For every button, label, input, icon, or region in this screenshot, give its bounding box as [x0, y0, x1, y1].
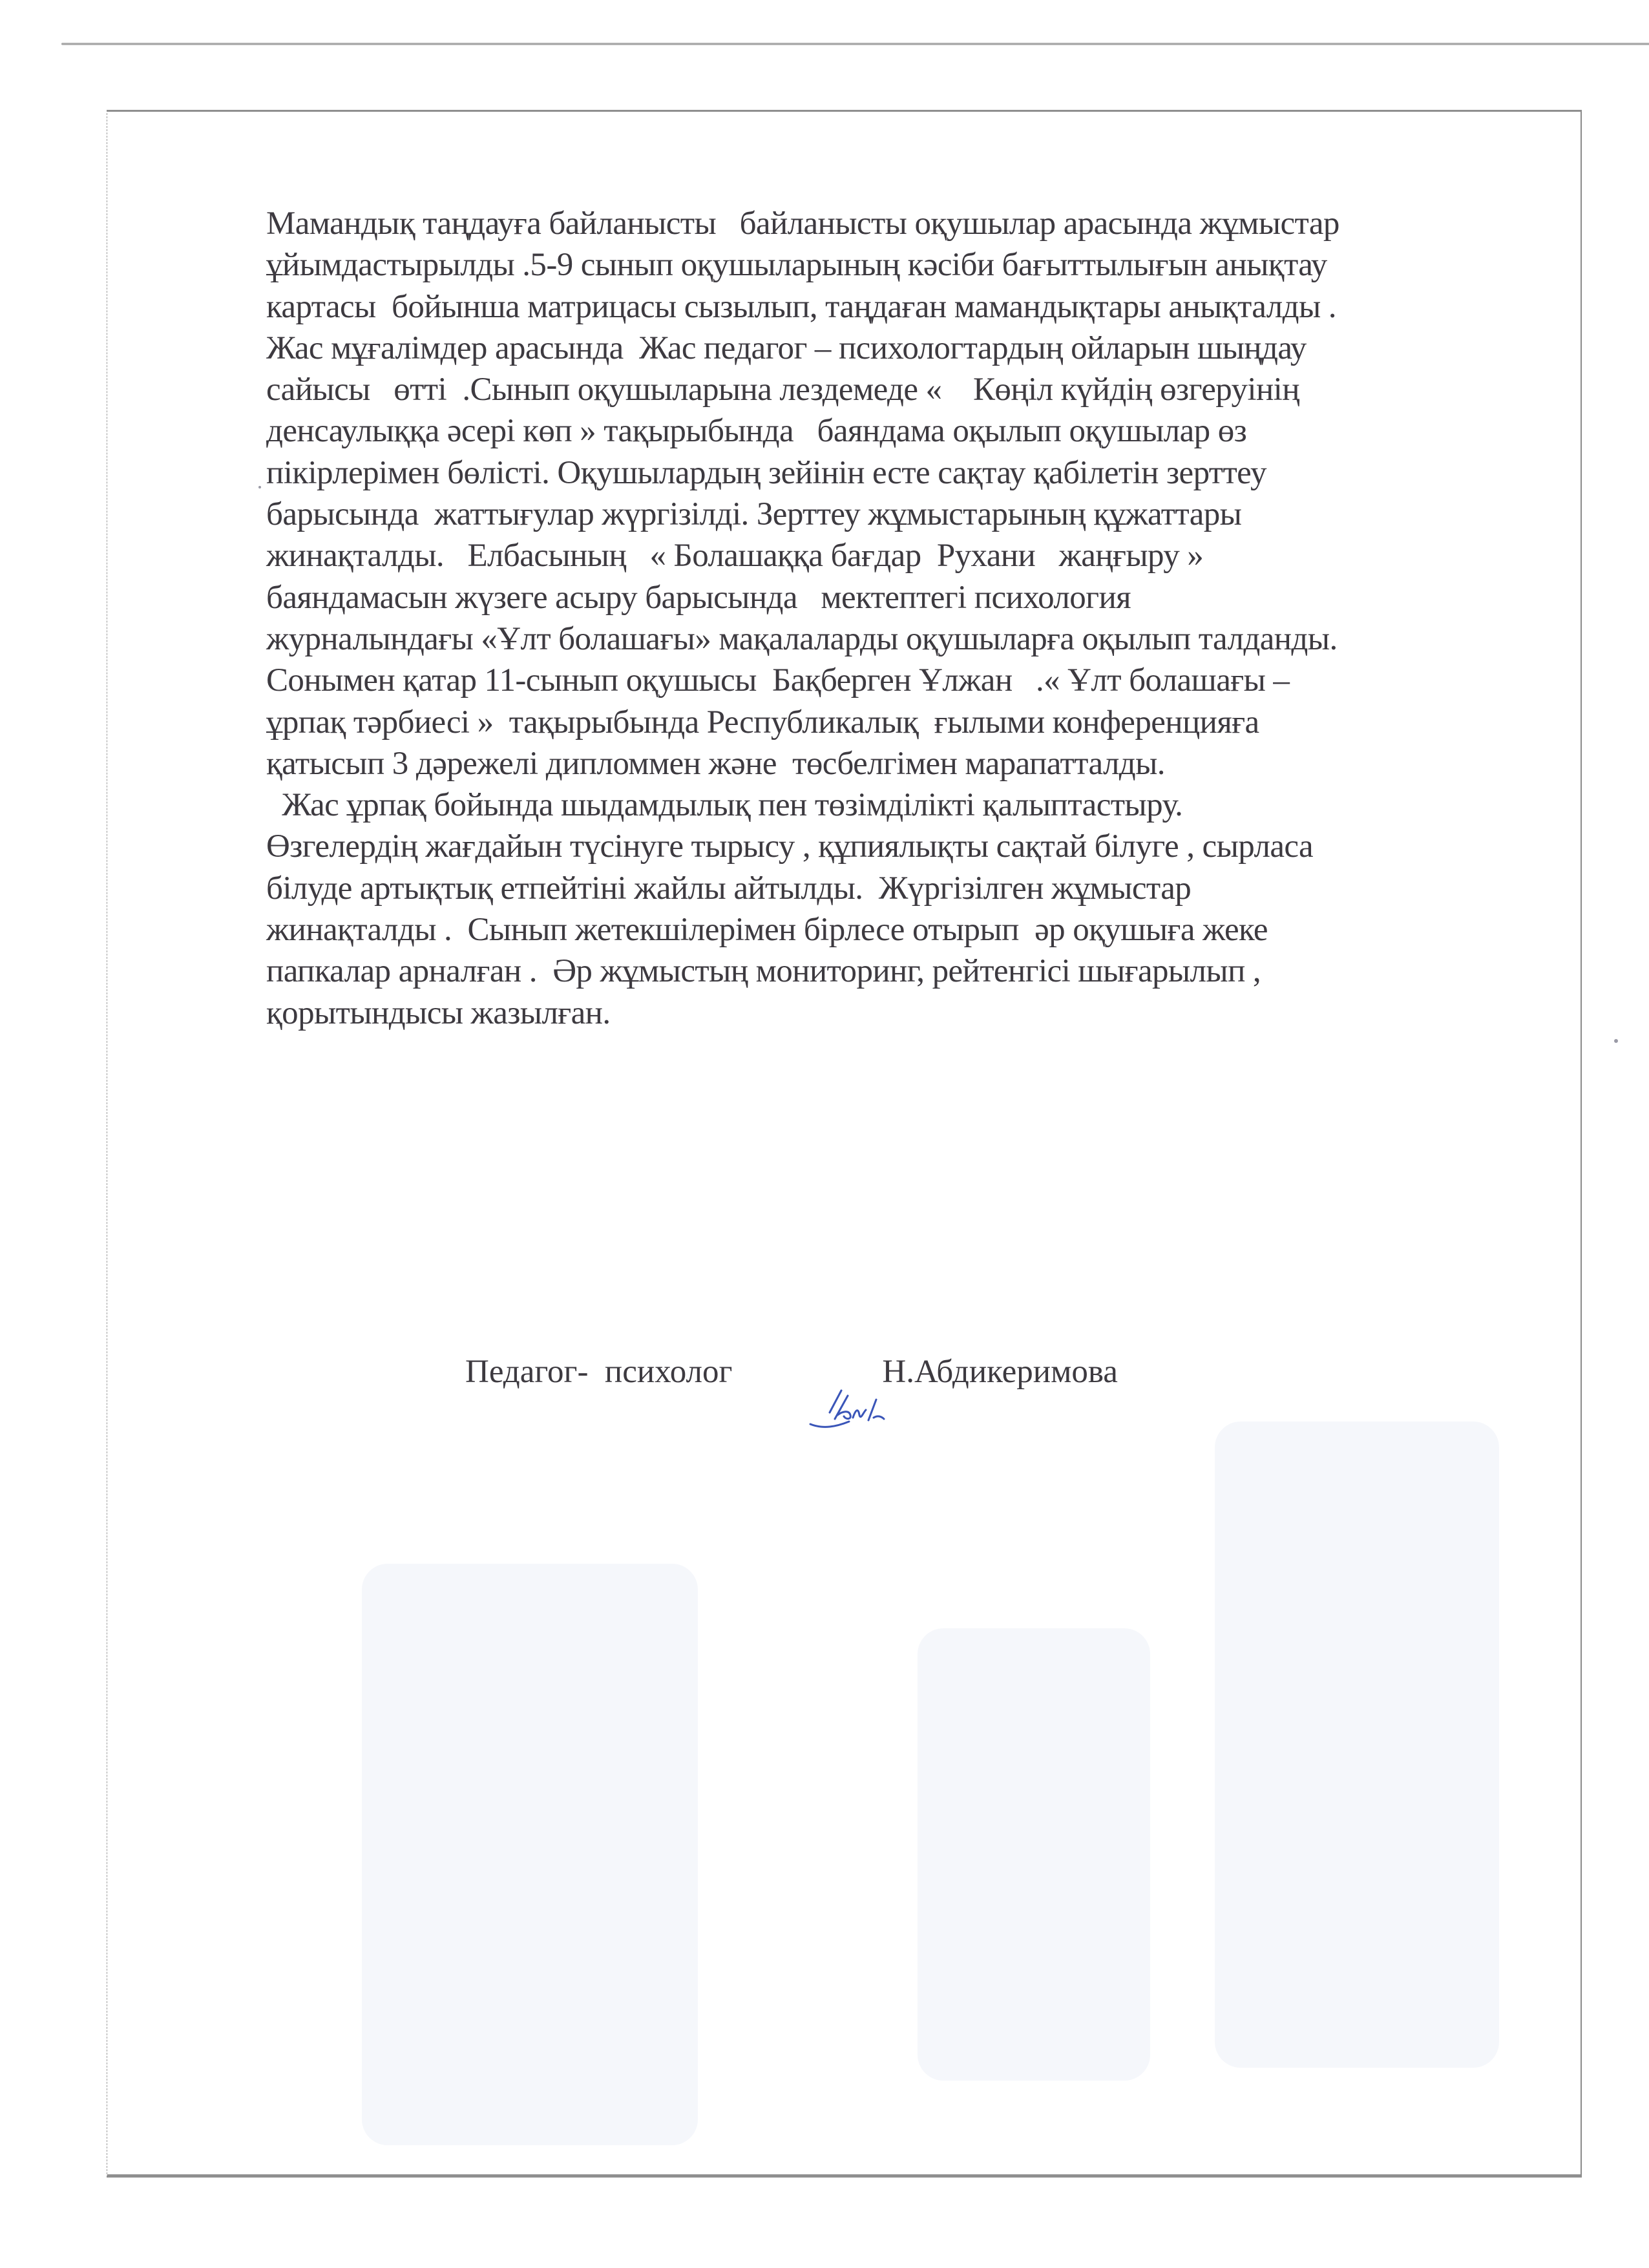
- text-line: Жас ұрпақ бойында шыдамдылық пен төзімділікті қалыптастыру.: [266, 787, 1183, 824]
- background-bleed-shape: [918, 1628, 1150, 2081]
- document-body: [266, 203, 1552, 1034]
- text-line: қорытындысы жазылған.: [266, 994, 611, 1031]
- text-line: ұйымдастырылды .5-9 сынып оқушыларының кәсіби бағыттылығын анықтау: [266, 247, 1327, 284]
- text-line: ұрпақ тәрбиесі » тақырыбында Республикалық ғылыми конференцияға: [266, 704, 1259, 740]
- text-line: жинақталды . Сынып жетекшілерімен бірлесе отырып әр оқушыға жеке: [266, 912, 1268, 949]
- text-line: папкалар арналған . Әр жұмыстың мониторинг, рейтенгісі шығарылып ,: [266, 953, 1261, 990]
- scan-speck: [258, 486, 261, 488]
- text-line: Жас мұғалімдер арасында Жас педагог – психологтардың ойларын шыңдау: [266, 330, 1307, 366]
- text-line: пікірлерімен бөлісті. Оқушылардың зейінін есте сақтау қабілетін зерттеу: [266, 454, 1266, 491]
- signature-block: [465, 1349, 1118, 1394]
- text-line: білуде артықтық етпейтіні жайлы айтылды. Жүргізілген жұмыстар: [266, 870, 1192, 907]
- text-line: сайысы өтті .Сынып оқушыларына лездемеде « Көңіл күйдің өзгеруінің: [266, 372, 1299, 408]
- text-line: журналындағы «Ұлт болашағы» мақалаларды оқушыларға оқылып талданды.: [266, 620, 1338, 657]
- text-line: Мамандық таңдауға байланысты байланысты оқушылар арасында жұмыстар: [266, 205, 1339, 242]
- scan-speck: [1614, 1039, 1618, 1043]
- signatory-name: Н.Абдикеримова: [882, 1354, 1118, 1390]
- text-line: баяндамасын жүзеге асыру барысында мектептегі психология: [266, 579, 1131, 616]
- top-scan-edge-line: [61, 43, 1649, 45]
- signatory-role: Педагог- психолог: [465, 1354, 733, 1390]
- text-line: барысында жаттығулар жүргізілді. Зерттеу жұмыстарының құжаттары: [266, 496, 1242, 533]
- text-line: жинақталды. Елбасының « Болашаққа бағдар Рухани жаңғыру »: [266, 538, 1204, 574]
- background-bleed-shape: [1215, 1422, 1499, 2068]
- text-line: денсаулыққа әсері көп » тақырыбында баяндама оқылып оқушылар өз: [266, 413, 1247, 450]
- text-line: Сонымен қатар 11-сынып оқушысы Бақберген Ұлжан .« Ұлт болашағы –: [266, 662, 1290, 699]
- handwritten-signature-icon: [771, 1349, 868, 1394]
- background-bleed-shape: [362, 1564, 698, 2145]
- text-line: қатысып 3 дәрежелі дипломмен және төсбелгімен марапатталды.: [266, 745, 1165, 782]
- text-line: картасы бойынша матрицасы сызылып, таңдаған мамандықтары анықталды .: [266, 288, 1336, 325]
- text-line: Өзгелердің жағдайын түсінуге тырысу , құпиялықты сақтай білуге , сырласа: [266, 828, 1314, 865]
